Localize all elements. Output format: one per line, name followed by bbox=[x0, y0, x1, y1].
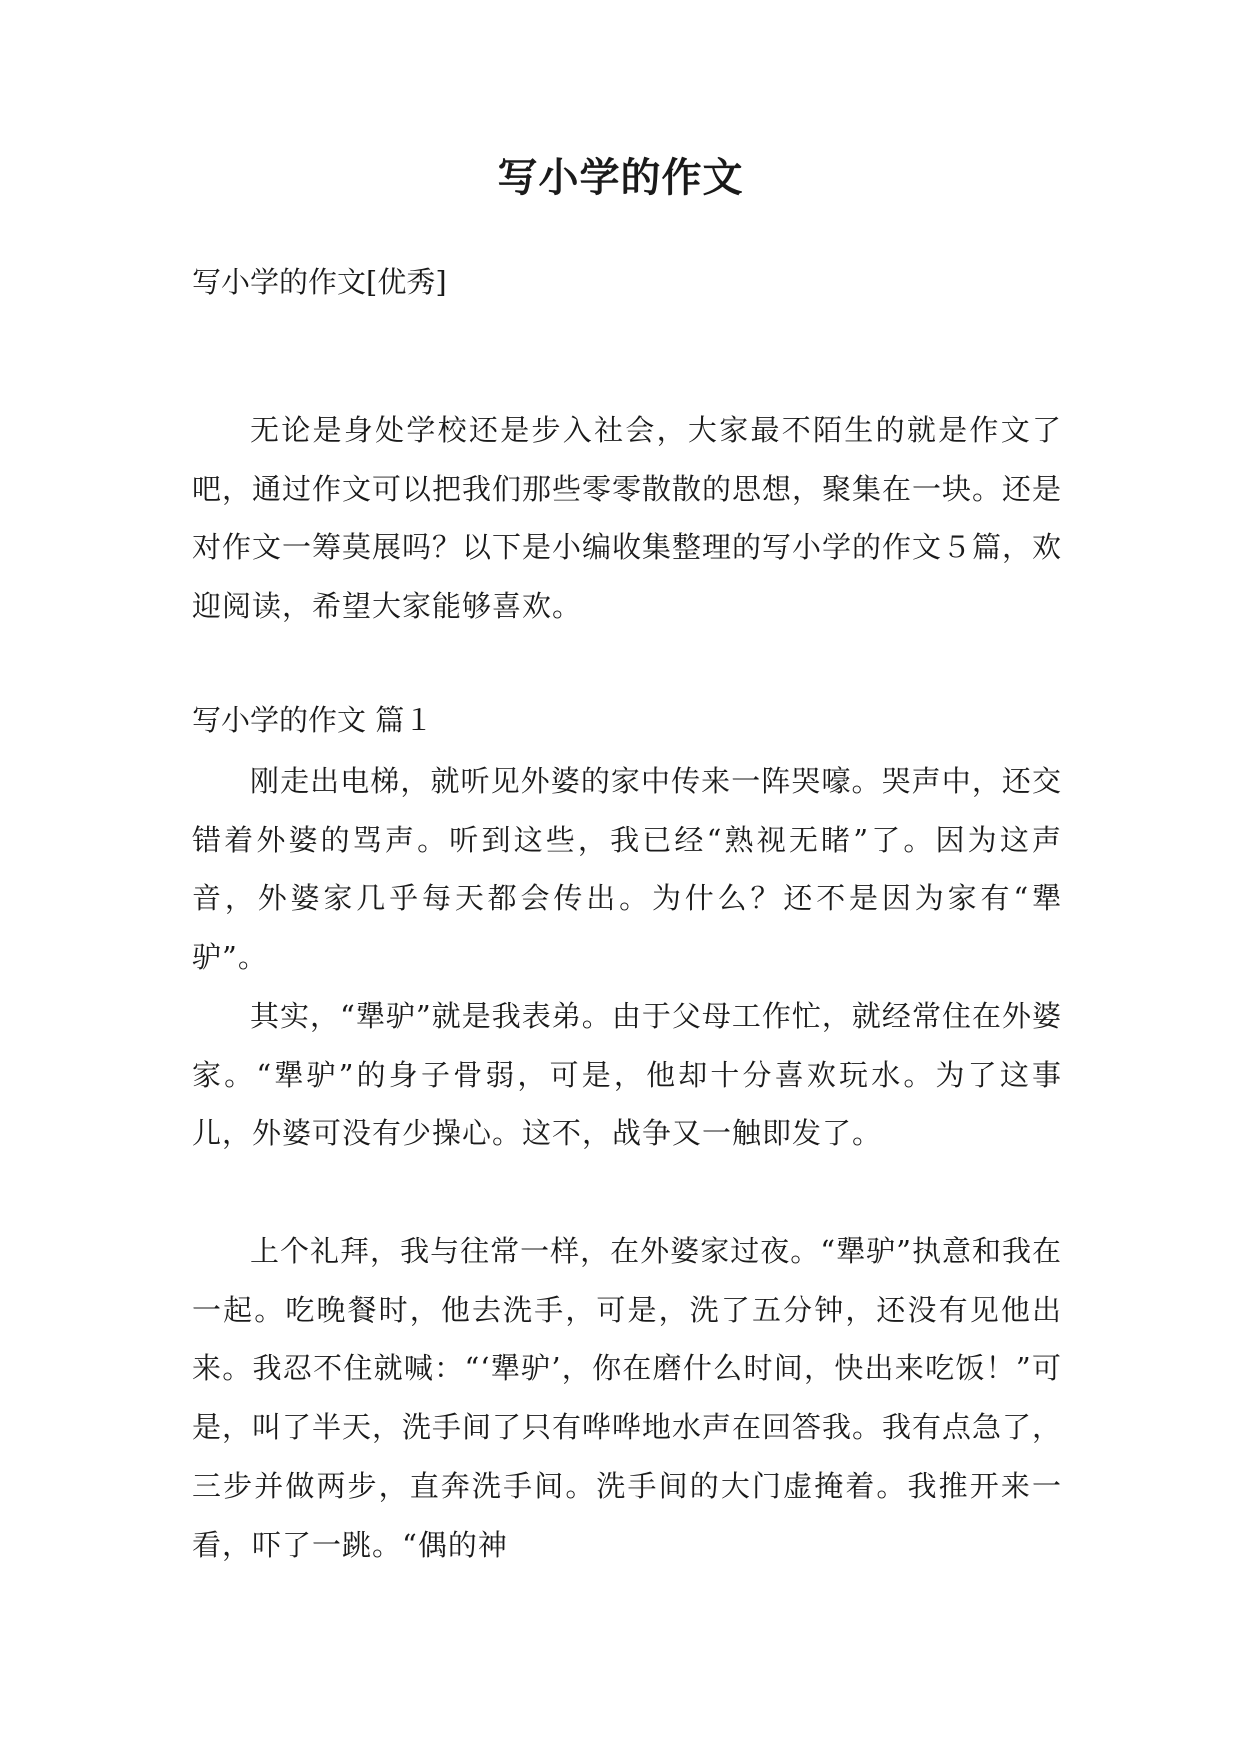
body-paragraph-3: 上个礼拜，我与往常一样，在外婆家过夜。“犟驴”执意和我在一起。吃晚餐时，他去洗手，可是，洗了五分钟，还没有见他出来。我忍不住就喊：“‘犟驴’，你在磨什么时间，快出来吃饭！”可是，叫了半天，洗手间了只有哗哗地水声在回答我。我有点急了，三步并做两步，直奔洗手间。洗手间的大门虚掩着。我推开来一看，吓了一跳。“偶的神 bbox=[192, 1234, 1063, 1562]
document-subtitle: 写小学的作文[优秀] bbox=[192, 265, 447, 299]
section-heading: 写小学的作文 篇１ bbox=[192, 703, 434, 737]
body-paragraph-2: 其实，“犟驴”就是我表弟。由于父母工作忙，就经常住在外婆家。“犟驴”的身子骨弱，可是，他却十分喜欢玩水。为了这事儿，外婆可没有少操心。这不，战争又一触即发了。 bbox=[192, 999, 1062, 1151]
intro-paragraph: 无论是身处学校还是步入社会，大家最不陌生的就是作文了吧，通过作文可以把我们那些零零散散的思想，聚集在一块。还是对作文一筹莫展吗？以下是小编收集整理的写小学的作文５篇，欢迎阅读，希望大家能够喜欢。 bbox=[192, 413, 1063, 624]
body-paragraph-1: 刚走出电梯，就听见外婆的家中传来一阵哭嚎。哭声中，还交错着外婆的骂声。听到这些，我已经“熟视无睹”了。因为这声音，外婆家几乎每天都会传出。为什么？还不是因为家有“犟驴”。 bbox=[192, 764, 1062, 975]
document-title: 写小学的作文 bbox=[497, 154, 744, 201]
